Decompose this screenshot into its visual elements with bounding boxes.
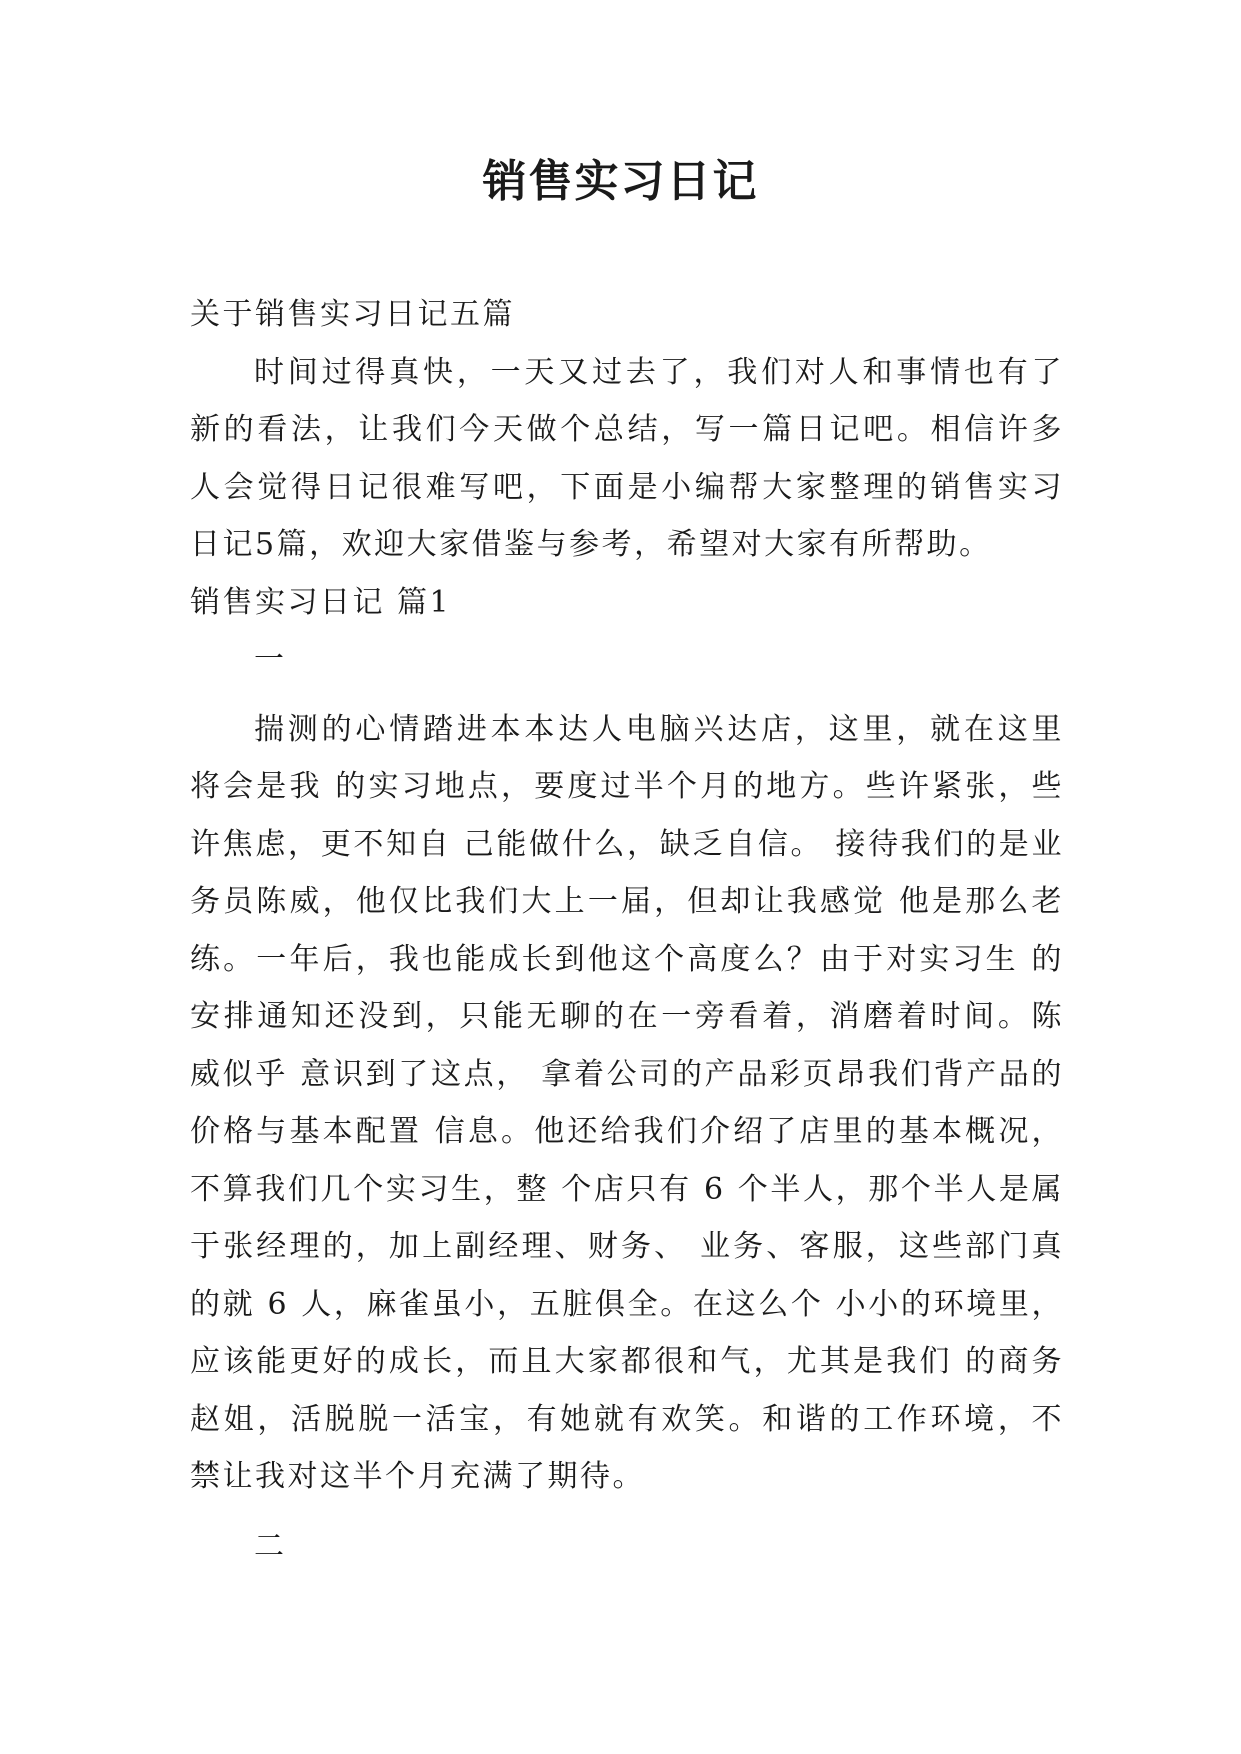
document-title: 销售实习日记 [482, 156, 759, 207]
document-body [190, 286, 1064, 1575]
intro-paragraph: 时间过得真快，一天又过去了，我们对人和事情也有了新的看法，让我们今天做个总结，写一篇日记吧。相信许多人会觉得日记很难写吧，下面是小编帮大家整理的销售实习日记5篇，欢迎大家借鉴与参考，希望对大家有所帮助。 [190, 354, 1064, 562]
section-one-paragraph: 揣测的心情踏进本本达人电脑兴达店，这里，就在这里将会是我 的实习地点，要度过半个月的地方。些许紧张，些许焦虑，更不知自 己能做什么，缺乏自信。 接待我们的是业务员陈威，他仅比我们大上一届，但却让我感觉 他是那么老练。一年后，我也能成长到他这个高度么？由于对实习生 的安排通知还没到，只能无聊的在一旁看着，消磨着时间。陈威似乎 意识到了这点， 拿着公司的产品彩页昂我们背产品的价格与基本配置 信息。他还给我们介绍了店里的基本概况，不算我们几个实习生，整 个店只有 6 个半人，那个半人是属于张经理的，加上副经理、财务、 业务、客服，这些部门真的就 6 人，麻雀虽小，五脏俱全。在这么个 小小的环境里，应该能更好的成长，而且大家都很和气，尤其是我们 的商务赵姐，活脱脱一活宝，有她就有欢笑。和谐的工作环境，不禁让我对这半个月充满了期待。 [190, 711, 1064, 1494]
section-two-mark: 二 [254, 1528, 287, 1564]
entry-heading: 销售实习日记 篇1 [190, 584, 452, 620]
document-subtitle: 关于销售实习日记五篇 [190, 297, 515, 332]
section-one-mark: 一 [254, 642, 287, 677]
